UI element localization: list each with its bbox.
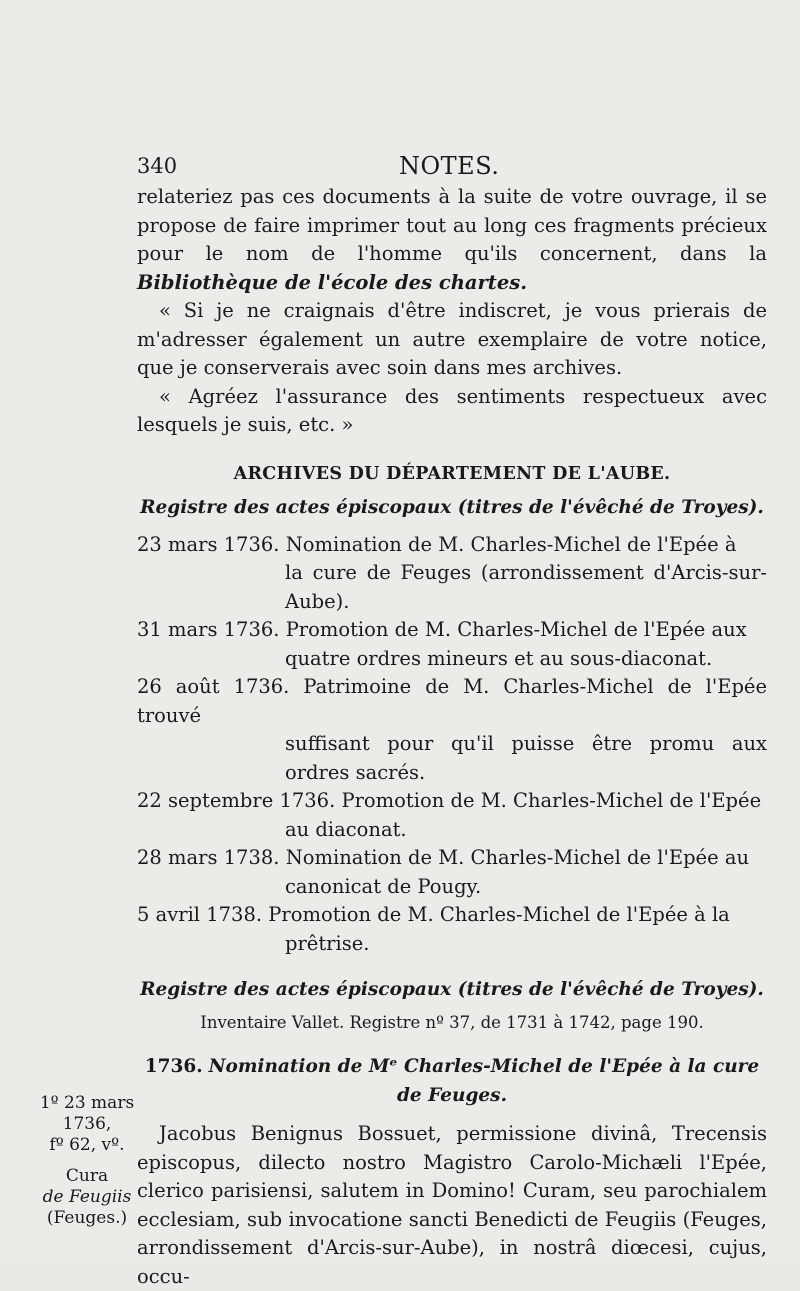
nomination-heading xyxy=(137,1053,767,1082)
entry-date: 26 août 1736. xyxy=(137,675,290,698)
margin-note-feugiis: de Feugiis xyxy=(42,1187,132,1207)
section-title: ARCHIVES DU DÉPARTEMENT DE L'AUBE. xyxy=(233,463,671,484)
page-number: 340 xyxy=(137,154,178,178)
entry-text-cont: suffisant pour qu'il puisse être promu aux ordres sacrés. xyxy=(285,732,767,784)
latin-text: Jacobus Benignus Bossuet, permissione divinâ, Trecensis episcopus, dilecto nostro Magistro Carolo-Michæli l'Epée, clerico parisiensi, salutem in Domino! Curam, seu parochialem ecclesiam, sub invocatione sancti Benedicti de Feugiis (Feuges, arrondissement d'Arcis-sur-Aube), in nostrâ diœcesi, cujus, occu- xyxy=(137,1122,767,1288)
entry-date: 31 mars 1736. xyxy=(137,618,280,641)
paragraph-closing: « Agréez l'assurance des sentiments respectueux avec lesquels je suis, etc. » xyxy=(137,384,767,436)
entry-text: Promotion de M. Charles-Michel de l'Epée xyxy=(341,789,762,812)
margin-note-year: 1736, xyxy=(62,1114,112,1134)
entry-date: 23 mars 1736. xyxy=(137,532,280,556)
entry-text: Patrimoine de M. Charles-Michel de l'Epée trouvé xyxy=(137,675,768,727)
entry-text-cont: la cure de Feuges (arrondissement d'Arcis-sur-Aube). xyxy=(285,561,767,613)
entry-date: 5 avril 1738. xyxy=(137,903,263,926)
page-header xyxy=(137,150,767,180)
entry-text-cont: prêtrise. xyxy=(285,931,370,955)
running-title: NOTES. xyxy=(399,152,500,180)
entry-text: Promotion de M. Charles-Michel de l'Epée aux xyxy=(285,618,747,641)
nomination-heading-cont: de Feuges. xyxy=(396,1084,508,1106)
register-heading: Registre des actes épiscopaux (titres de l'évêché de Troyes). xyxy=(140,497,764,518)
margin-note-feuges: (Feuges.) xyxy=(46,1208,128,1228)
list-item xyxy=(137,844,767,901)
entry-text: Promotion de M. Charles-Michel de l'Epée à la xyxy=(268,903,730,926)
page-body xyxy=(137,183,767,1291)
margin-note-date: 1º 23 mars xyxy=(39,1093,135,1113)
entry-text-cont: quatre ordres mineurs et au sous-diaconat. xyxy=(285,646,713,670)
entries-list xyxy=(137,531,767,959)
list-item xyxy=(137,673,767,787)
entry-date: 22 septembre 1736. xyxy=(137,789,336,812)
nomination-year: 1736. xyxy=(144,1056,203,1077)
inventaire-reference: Inventaire Vallet. Registre nº 37, de 1731 à 1742, page 190. xyxy=(200,1012,704,1032)
bibliotheque-title: Bibliothèque de l'école des chartes. xyxy=(137,270,527,294)
entry-text: Nomination de M. Charles-Michel de l'Epée au xyxy=(285,846,750,869)
list-item xyxy=(137,901,767,958)
margin-notes xyxy=(26,1093,148,1229)
entry-text-cont: au diaconat. xyxy=(285,817,407,841)
paragraph-continued xyxy=(137,183,767,297)
paragraph-request: « Si je ne craignais d'être indiscret, je vous prierais de m'adresser également un autre exemplaire de votre notice, que je conserverais avec soin dans mes archives. xyxy=(137,299,767,379)
list-item xyxy=(137,531,767,617)
entry-text-cont: canonicat de Pougy. xyxy=(285,874,482,898)
entry-date: 28 mars 1738. xyxy=(137,846,280,869)
nomination-title: Nomination de Mᵉ Charles-Michel de l'Epée à la cure xyxy=(208,1056,760,1077)
register-heading-2: Registre des actes épiscopaux (titres de l'évêché de Troyes). xyxy=(140,979,764,1000)
list-item xyxy=(137,787,767,844)
margin-note-folio: fº 62, vº. xyxy=(49,1135,125,1155)
paragraph-text: relateriez pas ces documents à la suite de votre ouvrage, il se propose de faire imprimer tout au long ces fragments précieux pour le nom de l'homme qu'ils concernent, dans la xyxy=(137,185,767,265)
entry-text: Nomination de M. Charles-Michel de l'Epée à xyxy=(285,532,737,556)
margin-gap xyxy=(26,1156,148,1166)
margin-note-cura: Cura xyxy=(65,1166,109,1186)
list-item xyxy=(137,616,767,673)
